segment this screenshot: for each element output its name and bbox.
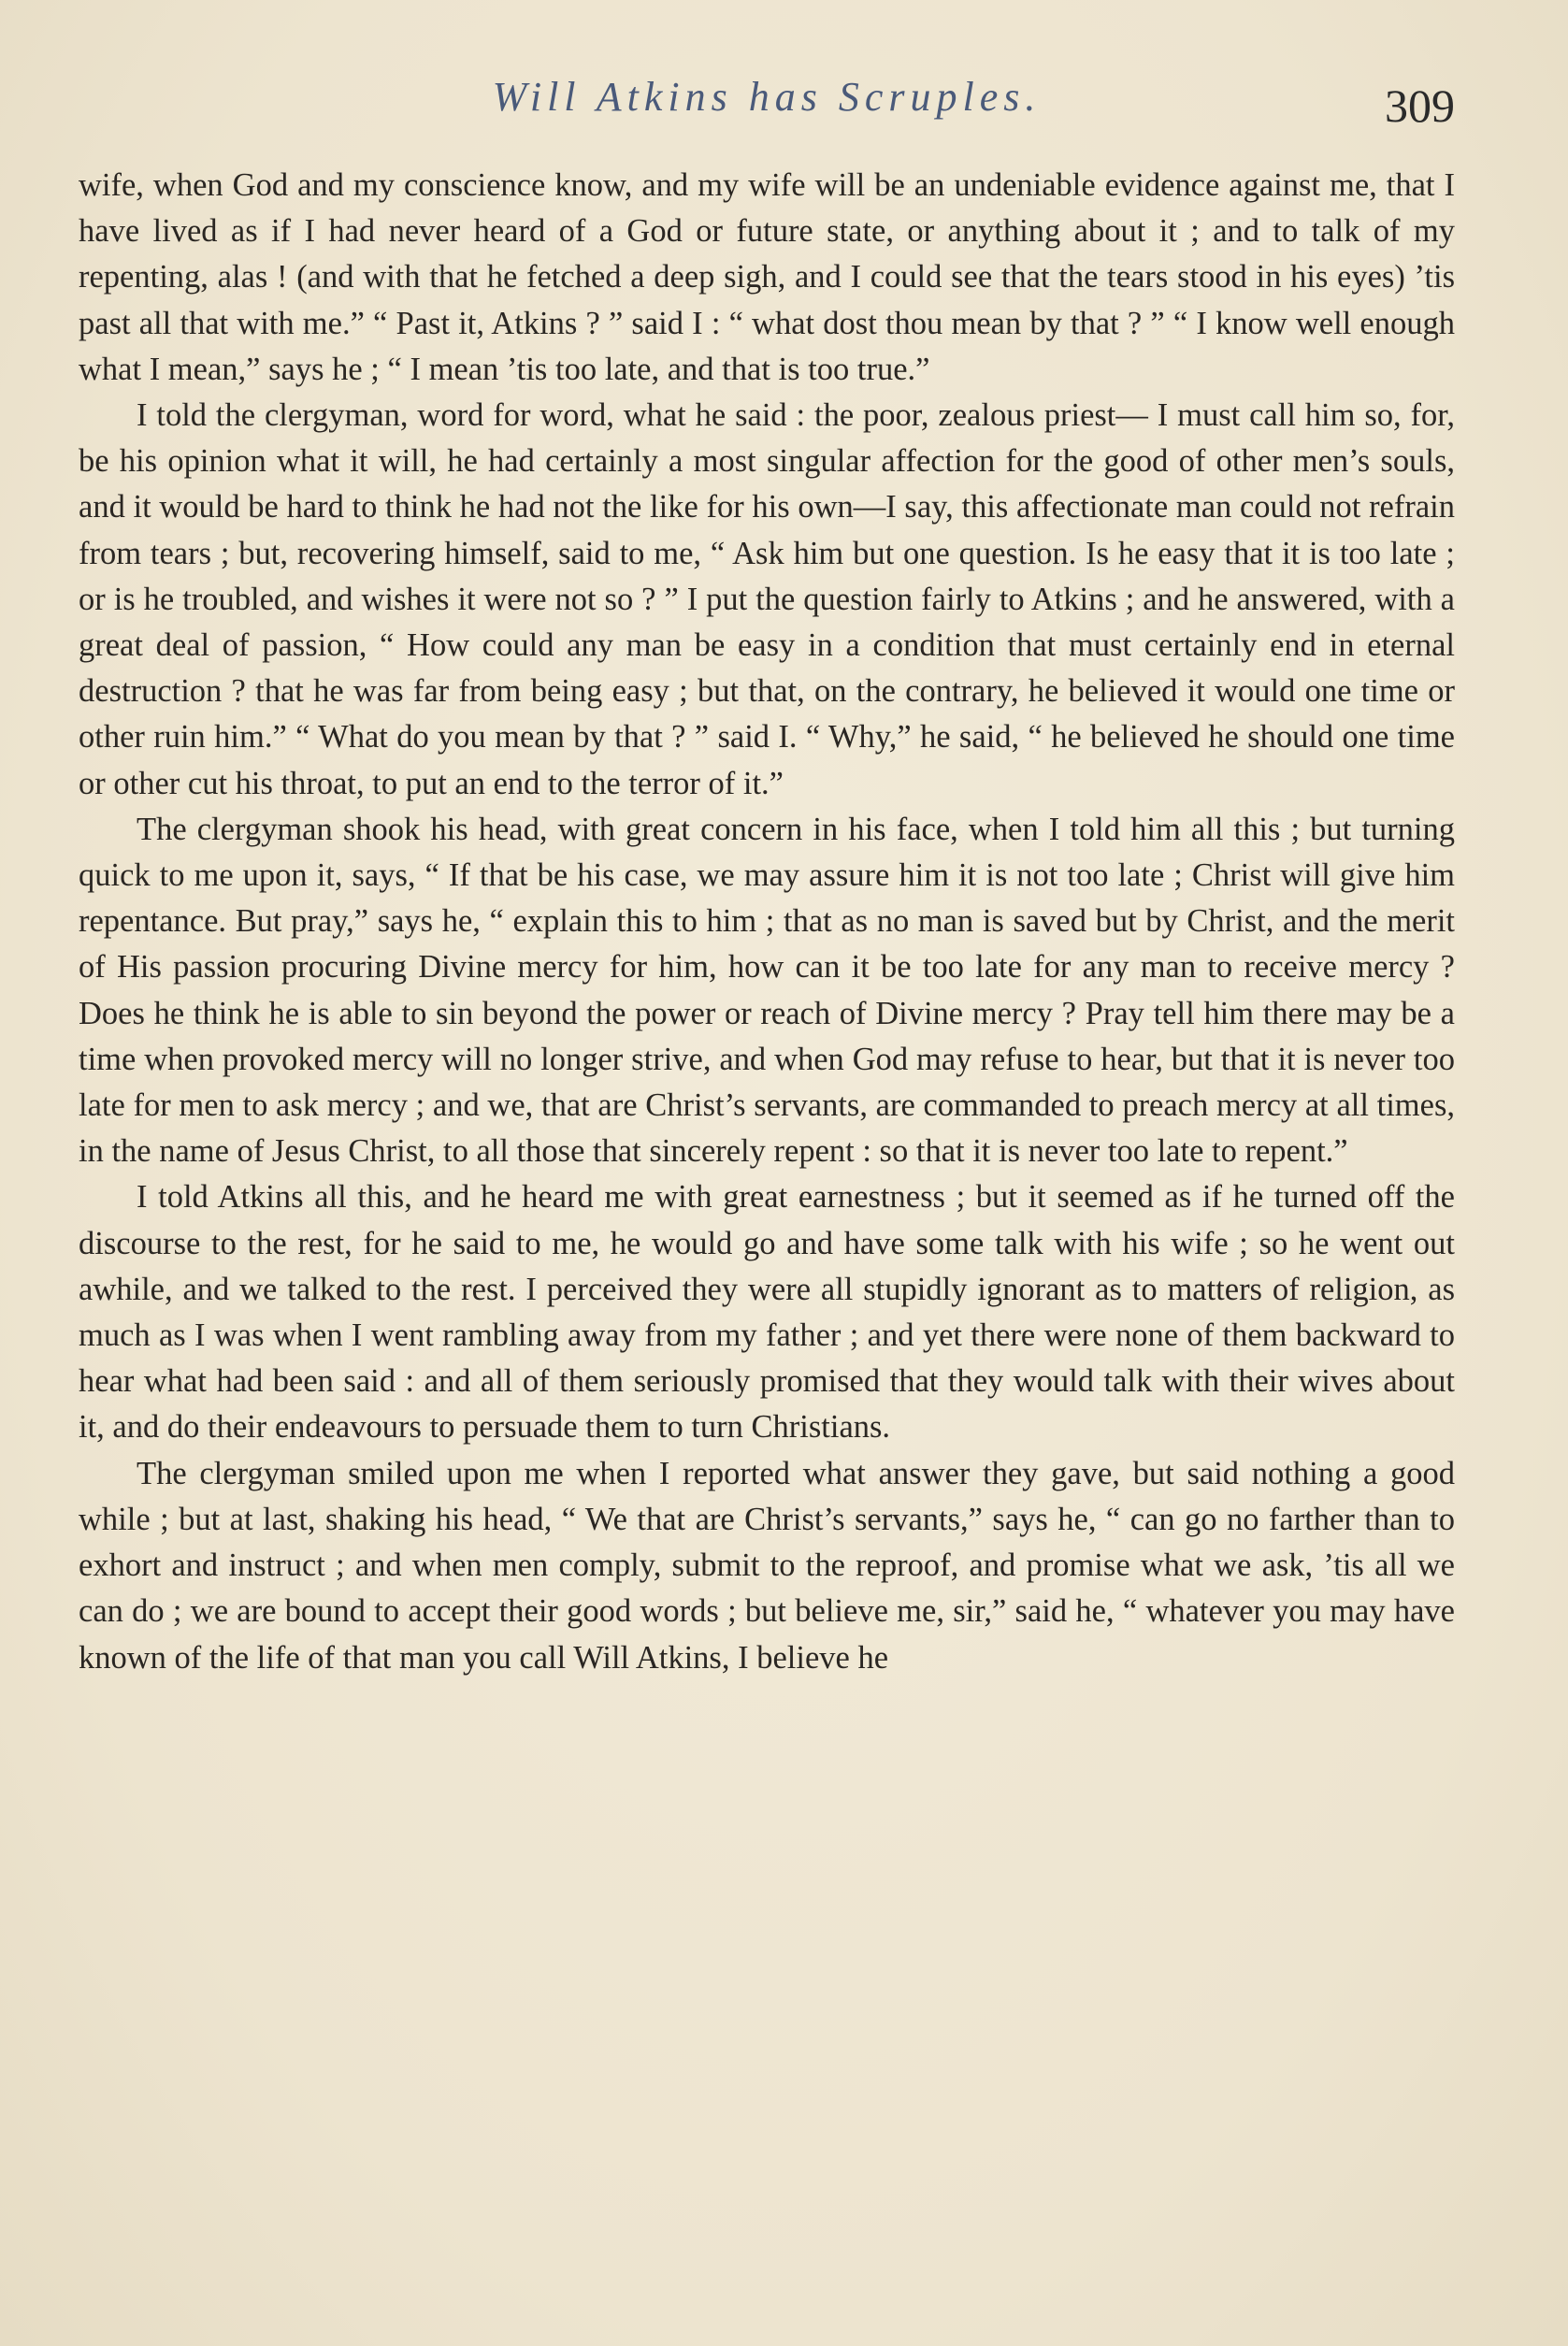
paragraph: The clergyman shook his head, with great concern in his face, when I told him all this ; but turning quick to me upon it, says, “ If that be his case, we may assure him it is not too late ; Christ will give him repentance. But pray,” says he, “ explain this to him ; that as no man is saved but by Christ, and the merit of His passion procuring Divine mercy for him, how can it be too late for any man to receive mercy ? Does he think he is able to sin beyond the power or reach of Divine mercy ? Pray tell him there may be a time when provoked mercy will no longer strive, and when God may refuse to hear, but that it is never too late for men to ask mercy ; and we, that are Christ’s servants, are commanded to preach mercy at all times, in the name of Jesus Christ, to all those that sincerely repent : so that it is never too late to repent.”	[79, 811, 1455, 1170]
paragraph: The clergyman smiled upon me when I reported what answer they gave, but said nothing a good while ; but at last, shaking his head, “ We that are Christ’s servants,” says he, “ can go no farther than to exhort and instruct ; and when men comply, submit to the reproof, and promise what we ask, ’tis all we can do ; we are bound to accept their good words ; but believe me, sir,” said he, “ whatever you may have known of the life of that man you call Will Atkins, I believe he	[79, 1455, 1455, 1676]
page-number: 309	[1385, 79, 1455, 132]
paragraph: I told the clergyman, word for word, what he said : the poor, zealous priest— I must call him so, for, be his opinion what it will, he had certainly a most singular affection for the good of other men’s souls, and it would be hard to think he had not the like for his own—I say, this affectionate man could not refrain from tears ; but, recovering himself, said to me, “ Ask him but one question. Is he easy that it is too late ; or is he troubled, and wishes it were not so ? ” I put the question fairly to Atkins ; and he answered, with a great deal of passion, “ How could any man be easy in a condition that must certainly end in eternal destruction ? that he was far from being easy ; but that, on the contrary, he believed it would one time or other ruin him.” “ What do you mean by that ? ” said I. “ Why,” he said, “ he believed he should one time or other cut his throat, to put an end to the terror of it.”	[79, 397, 1455, 801]
page-header	[79, 73, 1455, 138]
paragraph: I told Atkins all this, and he heard me with great earnestness ; but it seemed as if he turned off the discourse to the rest, for he said to me, he would go and have some talk with his wife ; so he went out awhile, and we talked to the rest. I perceived they were all stupidly ignorant as to matters of religion, as much as I was when I went rambling away from my father ; and yet there were none of them backward to hear what had been said : and all of them seriously promised that they would talk with their wives about it, and do their endeavours to persuade them to turn Christians.	[79, 1179, 1455, 1446]
paragraph: wife, when God and my conscience know, and my wife will be an undeniable evidence against me, that I have lived as if I had never heard of a God or future state, or anything about it ; and to talk of my repenting, alas ! (and with that he fetched a deep sigh, and I could see that the tears stood in his eyes) ’tis past all that with me.” “ Past it, Atkins ? ” said I : “ what dost thou mean by that ? ” “ I know well enough what I mean,” says he ; “ I mean ’tis too late, and that is too true.”	[79, 167, 1455, 387]
running-title: Will Atkins has Scruples.	[492, 74, 1042, 120]
body-text	[79, 163, 1455, 1681]
